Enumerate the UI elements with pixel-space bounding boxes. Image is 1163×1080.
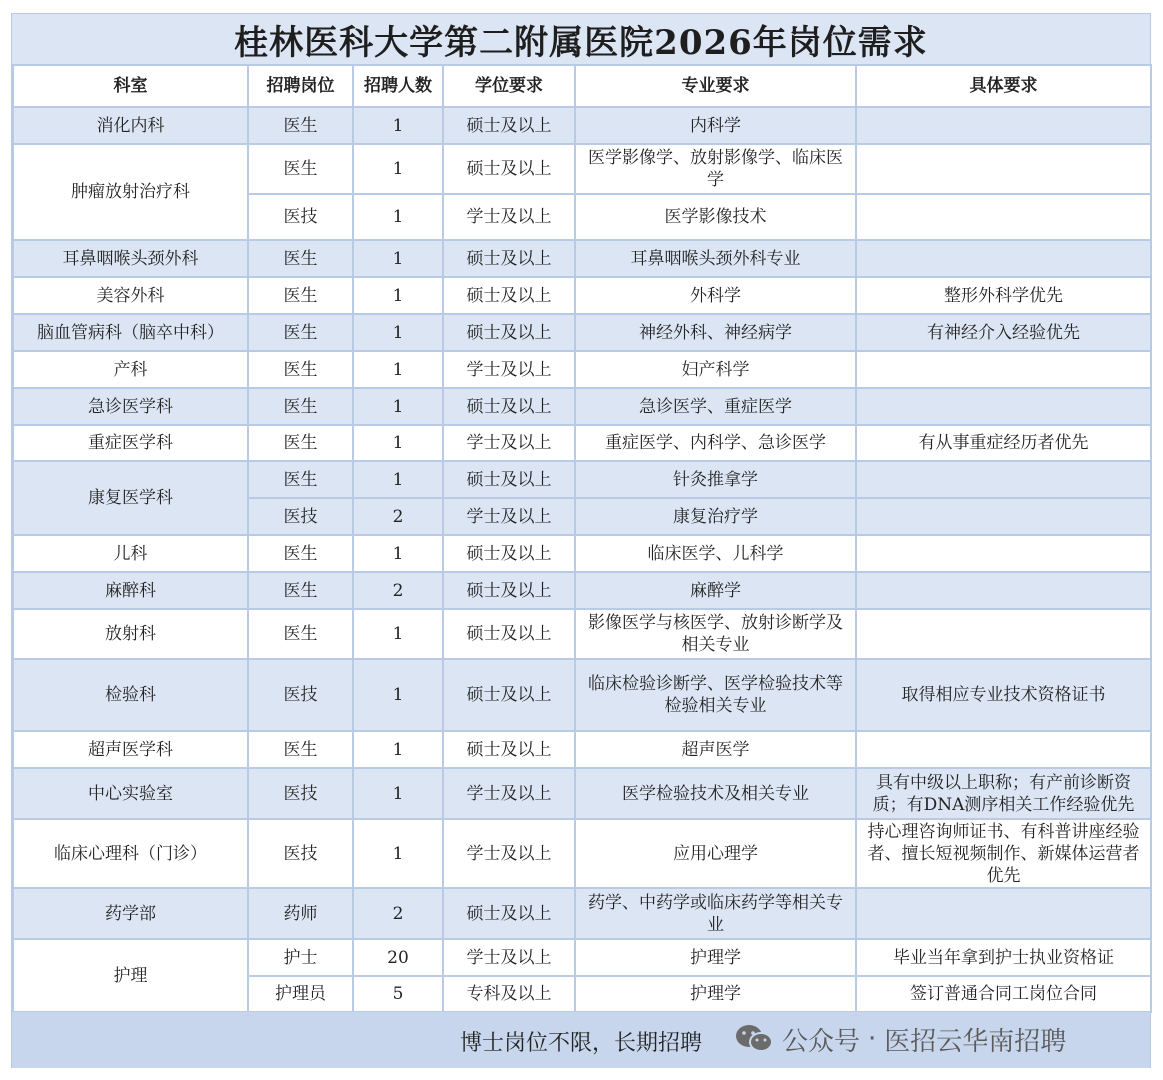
dept-cell: 护理 xyxy=(13,939,248,1012)
position-cell: 医生 xyxy=(248,609,353,659)
degree-cell: 硕士及以上 xyxy=(443,277,575,314)
major-cell: 应用心理学 xyxy=(575,819,856,888)
position-cell: 医生 xyxy=(248,107,353,144)
degree-cell: 硕士及以上 xyxy=(443,461,575,498)
detail-cell xyxy=(856,240,1151,277)
dept-cell: 超声医学科 xyxy=(13,731,248,768)
dept-cell: 中心实验室 xyxy=(13,768,248,819)
position-cell: 医生 xyxy=(248,731,353,768)
degree-cell: 学士及以上 xyxy=(443,194,575,240)
dept-cell: 美容外科 xyxy=(13,277,248,314)
detail-cell xyxy=(856,351,1151,388)
degree-cell: 硕士及以上 xyxy=(443,314,575,351)
position-cell: 医技 xyxy=(248,659,353,731)
major-cell: 急诊医学、重症医学 xyxy=(575,388,856,425)
major-cell: 内科学 xyxy=(575,107,856,144)
position-cell: 医生 xyxy=(248,144,353,194)
count-cell: 1 xyxy=(353,819,443,888)
count-cell: 1 xyxy=(353,388,443,425)
detail-cell xyxy=(856,888,1151,939)
degree-cell: 硕士及以上 xyxy=(443,240,575,277)
detail-cell xyxy=(856,535,1151,572)
dept-cell: 放射科 xyxy=(13,609,248,659)
table-row xyxy=(13,461,1151,498)
table-row xyxy=(13,768,1151,819)
detail-cell: 有从事重症经历者优先 xyxy=(856,425,1151,461)
major-cell: 护理学 xyxy=(575,976,856,1012)
table-row xyxy=(13,351,1151,388)
major-cell: 外科学 xyxy=(575,277,856,314)
major-cell: 超声医学 xyxy=(575,731,856,768)
dept-cell: 消化内科 xyxy=(13,107,248,144)
major-cell: 重症医学、内科学、急诊医学 xyxy=(575,425,856,461)
major-cell: 医学影像学、放射影像学、临床医学 xyxy=(575,144,856,194)
degree-cell: 硕士及以上 xyxy=(443,388,575,425)
count-cell: 1 xyxy=(353,425,443,461)
detail-cell: 签订普通合同工岗位合同 xyxy=(856,976,1151,1012)
detail-cell xyxy=(856,388,1151,425)
degree-cell: 学士及以上 xyxy=(443,498,575,535)
position-cell: 医生 xyxy=(248,572,353,609)
dept-cell: 药学部 xyxy=(13,888,248,939)
count-cell: 2 xyxy=(353,572,443,609)
degree-cell: 专科及以上 xyxy=(443,976,575,1012)
watermark-prefix: 公众号 xyxy=(782,1026,861,1057)
position-cell: 医技 xyxy=(248,819,353,888)
position-cell: 医生 xyxy=(248,535,353,572)
major-cell: 康复治疗学 xyxy=(575,498,856,535)
position-cell: 医生 xyxy=(248,461,353,498)
count-cell: 1 xyxy=(353,535,443,572)
dept-cell: 急诊医学科 xyxy=(13,388,248,425)
count-cell: 1 xyxy=(353,277,443,314)
column-header-count: 招聘人数 xyxy=(353,65,443,107)
count-cell: 1 xyxy=(353,768,443,819)
major-cell: 医学影像技术 xyxy=(575,194,856,240)
detail-cell: 毕业当年拿到护士执业资格证 xyxy=(856,939,1151,976)
position-cell: 医技 xyxy=(248,194,353,240)
detail-cell: 取得相应专业技术资格证书 xyxy=(856,659,1151,731)
major-cell: 医学检验技术及相关专业 xyxy=(575,768,856,819)
table-header-row xyxy=(13,65,1151,107)
detail-cell: 持心理咨询师证书、有科普讲座经验者、擅长短视频制作、新媒体运营者优先 xyxy=(856,819,1151,888)
degree-cell: 学士及以上 xyxy=(443,939,575,976)
degree-cell: 学士及以上 xyxy=(443,768,575,819)
table-row xyxy=(13,388,1151,425)
degree-cell: 硕士及以上 xyxy=(443,144,575,194)
detail-cell: 整形外科学优先 xyxy=(856,277,1151,314)
table-row xyxy=(13,939,1151,976)
table-row xyxy=(13,314,1151,351)
table-row xyxy=(13,659,1151,731)
table-row xyxy=(13,819,1151,888)
count-cell: 1 xyxy=(353,314,443,351)
degree-cell: 学士及以上 xyxy=(443,425,575,461)
table-row xyxy=(13,144,1151,194)
detail-cell xyxy=(856,194,1151,240)
position-cell: 医技 xyxy=(248,498,353,535)
table-row xyxy=(13,572,1151,609)
dept-cell: 产科 xyxy=(13,351,248,388)
dept-cell: 麻醉科 xyxy=(13,572,248,609)
detail-cell xyxy=(856,498,1151,535)
count-cell: 1 xyxy=(353,609,443,659)
detail-cell: 有神经介入经验优先 xyxy=(856,314,1151,351)
position-cell: 医生 xyxy=(248,314,353,351)
major-cell: 麻醉学 xyxy=(575,572,856,609)
table-row xyxy=(13,107,1151,144)
count-cell: 1 xyxy=(353,461,443,498)
major-cell: 影像医学与核医学、放射诊断学及相关专业 xyxy=(575,609,856,659)
major-cell: 针灸推拿学 xyxy=(575,461,856,498)
watermark-name: 医招云华南招聘 xyxy=(884,1026,1067,1057)
column-header-major: 专业要求 xyxy=(575,65,856,107)
dept-cell: 儿科 xyxy=(13,535,248,572)
column-header-degree: 学位要求 xyxy=(443,65,575,107)
major-cell: 临床医学、儿科学 xyxy=(575,535,856,572)
table-row xyxy=(13,277,1151,314)
position-cell: 医生 xyxy=(248,425,353,461)
degree-cell: 硕士及以上 xyxy=(443,888,575,939)
degree-cell: 硕士及以上 xyxy=(443,731,575,768)
degree-cell: 硕士及以上 xyxy=(443,659,575,731)
detail-cell xyxy=(856,609,1151,659)
position-cell: 护士 xyxy=(248,939,353,976)
dept-cell: 耳鼻咽喉头颈外科 xyxy=(13,240,248,277)
dept-cell: 临床心理科（门诊） xyxy=(13,819,248,888)
position-cell: 医生 xyxy=(248,240,353,277)
position-cell: 医生 xyxy=(248,388,353,425)
count-cell: 20 xyxy=(353,939,443,976)
major-cell: 耳鼻咽喉头颈外科专业 xyxy=(575,240,856,277)
degree-cell: 硕士及以上 xyxy=(443,535,575,572)
count-cell: 1 xyxy=(353,659,443,731)
footer-bar xyxy=(12,1012,1150,1068)
major-cell: 药学、中药学或临床药学等相关专业 xyxy=(575,888,856,939)
count-cell: 1 xyxy=(353,144,443,194)
detail-cell: 具有中级以上职称；有产前诊断资质；有DNA测序相关工作经验优先 xyxy=(856,768,1151,819)
major-cell: 妇产科学 xyxy=(575,351,856,388)
dept-cell: 脑血管病科（脑卒中科） xyxy=(13,314,248,351)
dept-cell: 康复医学科 xyxy=(13,461,248,535)
column-header-dept: 科室 xyxy=(13,65,248,107)
detail-cell xyxy=(856,572,1151,609)
recruitment-sheet xyxy=(11,13,1151,1068)
degree-cell: 硕士及以上 xyxy=(443,609,575,659)
degree-cell: 硕士及以上 xyxy=(443,572,575,609)
position-cell: 医生 xyxy=(248,277,353,314)
position-cell: 医技 xyxy=(248,768,353,819)
count-cell: 1 xyxy=(353,194,443,240)
major-cell: 临床检验诊断学、医学检验技术等检验相关专业 xyxy=(575,659,856,731)
detail-cell xyxy=(856,461,1151,498)
count-cell: 1 xyxy=(353,731,443,768)
detail-cell xyxy=(856,731,1151,768)
count-cell: 1 xyxy=(353,351,443,388)
detail-cell xyxy=(856,107,1151,144)
position-cell: 医生 xyxy=(248,351,353,388)
count-cell: 5 xyxy=(353,976,443,1012)
count-cell: 1 xyxy=(353,240,443,277)
dept-cell: 重症医学科 xyxy=(13,425,248,461)
degree-cell: 学士及以上 xyxy=(443,819,575,888)
table-row xyxy=(13,240,1151,277)
table-row xyxy=(13,731,1151,768)
degree-cell: 学士及以上 xyxy=(443,351,575,388)
table-row xyxy=(13,609,1151,659)
count-cell: 2 xyxy=(353,888,443,939)
footer-note: 博士岗位不限，长期招聘 xyxy=(460,1031,703,1056)
major-cell: 护理学 xyxy=(575,939,856,976)
position-cell: 护理员 xyxy=(248,976,353,1012)
count-cell: 1 xyxy=(353,107,443,144)
degree-cell: 硕士及以上 xyxy=(443,107,575,144)
page-title: 桂林医科大学第二附属医院2026年岗位需求 xyxy=(234,22,928,63)
watermark xyxy=(734,1014,1066,1064)
detail-cell xyxy=(856,144,1151,194)
wechat-icon xyxy=(734,1023,774,1055)
table-row xyxy=(13,535,1151,572)
dept-cell: 检验科 xyxy=(13,659,248,731)
position-cell: 药师 xyxy=(248,888,353,939)
dept-cell: 肿瘤放射治疗科 xyxy=(13,144,248,240)
table-row xyxy=(13,425,1151,461)
watermark-separator: · xyxy=(868,1024,877,1054)
major-cell: 神经外科、神经病学 xyxy=(575,314,856,351)
column-header-position: 招聘岗位 xyxy=(248,65,353,107)
count-cell: 2 xyxy=(353,498,443,535)
positions-table xyxy=(12,64,1152,1013)
table-row xyxy=(13,888,1151,939)
column-header-detail: 具体要求 xyxy=(856,65,1151,107)
